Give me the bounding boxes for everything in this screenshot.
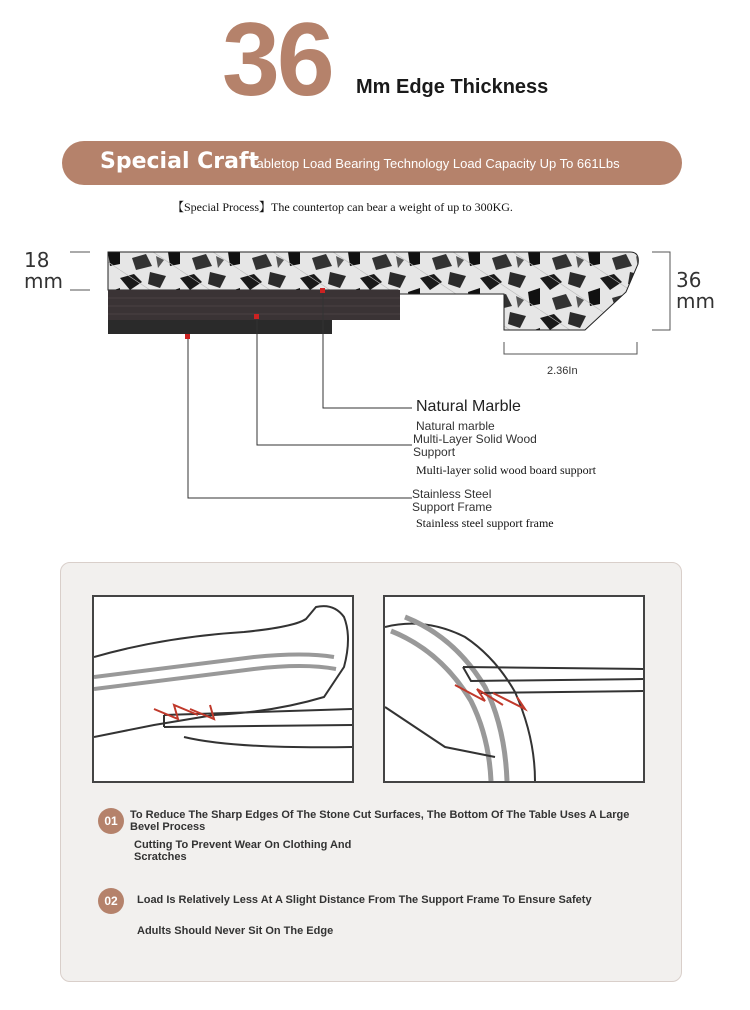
layer-marble-subtitle: Natural marble (416, 419, 495, 433)
layer-wood-subtitle: Multi-layer solid wood board support (416, 463, 596, 477)
feature-02-subtext: Adults Should Never Sit On The Edge (137, 925, 334, 937)
edge-thickness-number: 36 (222, 2, 332, 118)
process-note: 【Special Process】The countertop can bear a weight of up to 300KG. (172, 200, 513, 214)
banner-subtitle: Tabletop Load Bearing Technology Load Capacity Up To 661Lbs (250, 156, 620, 171)
stainless-steel-frame (108, 320, 332, 334)
bevel-width-label: 2.36In (547, 365, 578, 377)
layer-wood-title: Multi-Layer Solid Wood Support (413, 432, 537, 459)
layer-steel-title: Stainless Steel Support Frame (412, 487, 493, 514)
feature-01-badge: 01 (98, 808, 124, 834)
left-thickness-unit: mm (24, 269, 63, 293)
feature-01-subtext: Cutting To Prevent Wear On Clothing And Scratches (134, 839, 352, 863)
feature-01-text: To Reduce The Sharp Edges Of The Stone Cut Surfaces, The Bottom Of The Table Uses A Large Bevel Process (130, 809, 630, 833)
leg-against-edge-illustration (383, 595, 645, 783)
banner-title: Special Craft (100, 149, 260, 174)
edge-thickness-label: Mm Edge Thickness (356, 76, 549, 98)
feature-02-text: Load Is Relatively Less At A Slight Distance From The Support Frame To Ensure Safety (137, 894, 592, 906)
layer-steel-subtitle: Stainless steel support frame (416, 516, 554, 530)
right-thickness-value: 36 (676, 268, 702, 292)
layer-marble-title: Natural Marble (416, 398, 521, 415)
tabletop-cross-section-diagram (0, 230, 750, 540)
arm-on-bevel-illustration (92, 595, 354, 783)
left-thickness-value: 18 (24, 248, 50, 272)
right-thickness-unit: mm (676, 289, 715, 313)
feature-02-badge: 02 (98, 888, 124, 914)
